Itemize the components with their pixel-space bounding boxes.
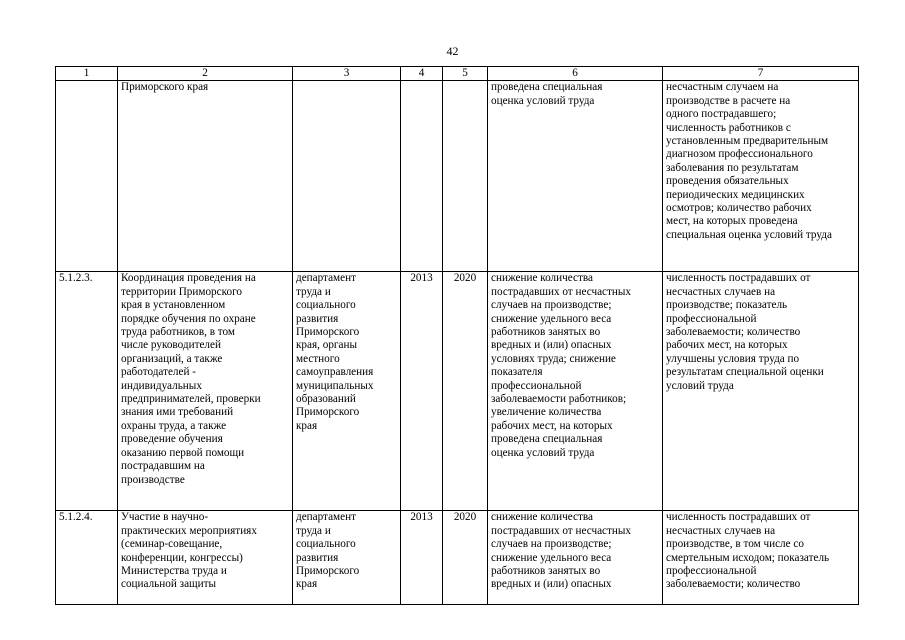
column-header: 5 [443,67,488,81]
column-header: 3 [293,67,401,81]
table-row [56,511,859,605]
item-number-cell [56,81,118,272]
column-header: 4 [401,67,443,81]
activities-table [55,66,859,605]
column-header: 7 [663,67,859,81]
end-year-cell: 2020 [443,272,488,511]
measure-name-cell: Координация проведения на территории Приморского края в установленном порядке обучения по охране труда работников, в том числе руководителей организаций, а также работодателей - индивидуальных предпринимателей, проверки знания ими требований охраны труда, а также проведение обучения оказанию первой помощи пострадавшим на производстве [118,272,293,511]
executor-cell: департамент труда и социального развития Приморского края [293,511,401,605]
measure-name-cell: Участие в научно- практических мероприятиях (семинар-совещание, конференции, конгрессы) Министерства труда и социальной защиты [118,511,293,605]
measure-name-cell: Приморского края [118,81,293,272]
indicators-cell: численность пострадавших от несчастных случаев на производстве; показатель профессиональной заболеваемости; количество рабочих мест, на которых улучшены условия труда по результатам специальной оценки условий труда [663,272,859,511]
expected-result-cell: снижение количества пострадавших от несчастных случаев на производстве; снижение удельного веса работников занятых во вредных и (или) опасных условиях труда; снижение показателя профессиональной заболеваемости работников; увеличение количества рабочих мест, на которых проведена специальная оценка условий труда [488,272,663,511]
indicators-cell: численность пострадавших от несчастных случаев на производстве, в том числе со смертельным исходом; показатель профессиональной заболеваемости; количество [663,511,859,605]
column-header: 1 [56,67,118,81]
executor-cell: департамент труда и социального развития Приморского края, органы местного самоуправления муниципальных образований Приморского края [293,272,401,511]
table-row [56,272,859,511]
end-year-cell [443,81,488,272]
column-number-row [56,67,859,81]
table-row [56,81,859,272]
column-header: 6 [488,67,663,81]
column-header: 2 [118,67,293,81]
end-year-cell: 2020 [443,511,488,605]
page-number: 42 [446,44,459,58]
item-number-cell: 5.1.2.4. [56,511,118,605]
expected-result-cell: снижение количества пострадавших от несчастных случаев на производстве; снижение удельного веса работников занятых во вредных и (или) опасных [488,511,663,605]
indicators-cell: несчастным случаем на производстве в расчете на одного пострадавшего; численность работников с установленным предварительным диагнозом профессионального заболевания по результатам проведения обязательных периодических медицинских осмотров; количество рабочих мест, на которых проведена специальная оценка условий труда [663,81,859,272]
start-year-cell: 2013 [401,511,443,605]
start-year-cell [401,81,443,272]
executor-cell [293,81,401,272]
item-number-cell: 5.1.2.3. [56,272,118,511]
expected-result-cell: проведена специальная оценка условий труда [488,81,663,272]
start-year-cell: 2013 [401,272,443,511]
